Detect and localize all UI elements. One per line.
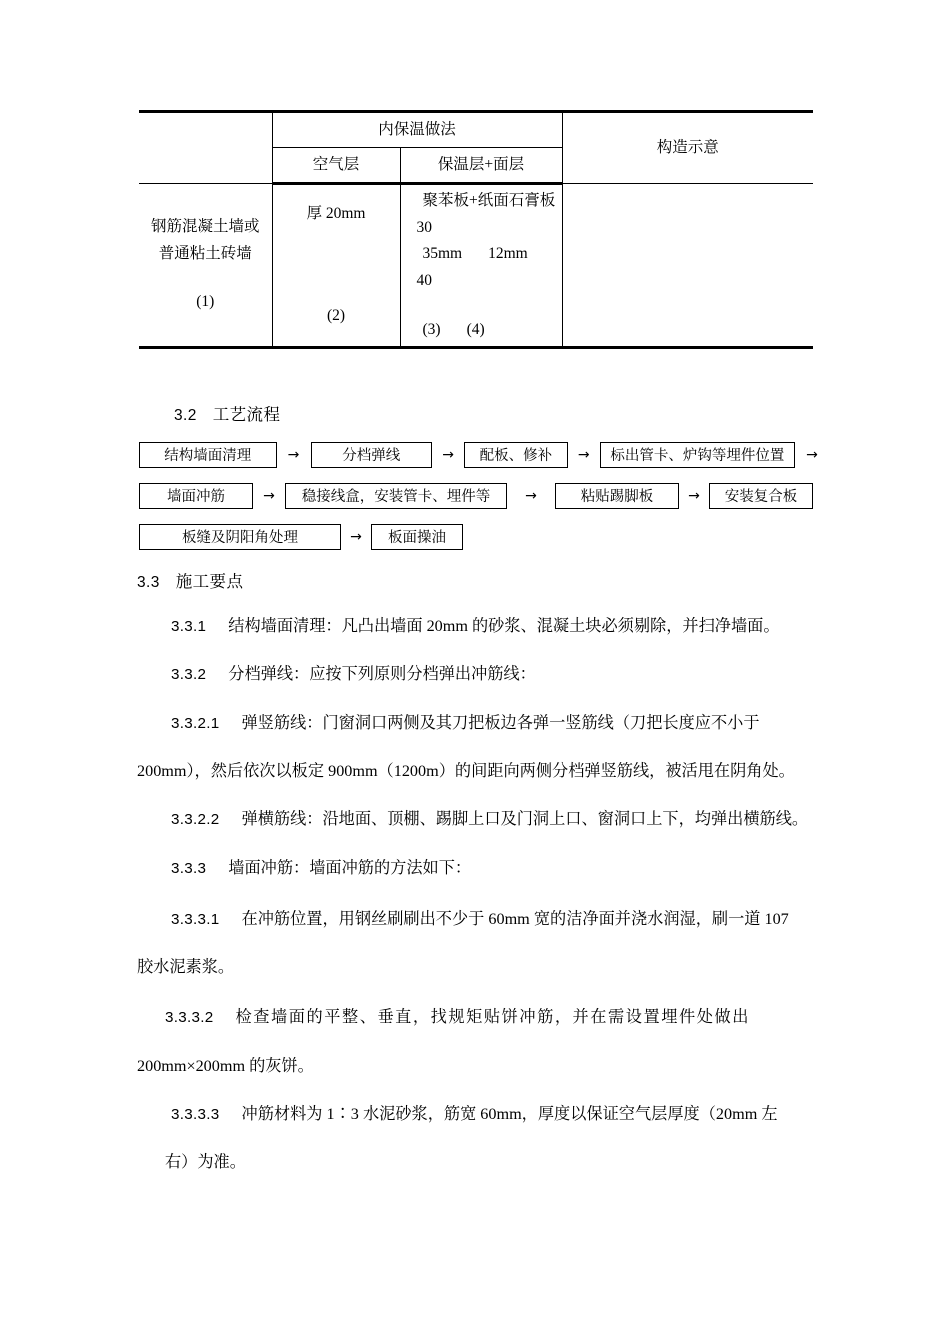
section-number-3-3: 3.3 xyxy=(137,574,160,591)
flow-arrow-icon: → xyxy=(350,529,362,545)
paragraph-3-3-3-2-line-2 xyxy=(137,1053,815,1079)
flow-arrow-icon: → xyxy=(287,447,300,463)
table-header-blank-cell xyxy=(139,112,272,184)
paragraph-text-3-3-3-2-line-1: 检查墙面的平整、垂直，找规矩贴饼冲筋，并在需设置埋件处做出 xyxy=(235,1008,750,1026)
process-flowchart xyxy=(139,440,829,563)
flow-step-mark-embedded-parts[interactable]: 标出管卡、炉钩等埋件位置 xyxy=(600,442,795,468)
paragraph-text-3-3-3: 墙面冲筋：墙面冲筋的方法如下： xyxy=(228,859,472,877)
air-layer-label: (2) xyxy=(326,307,346,325)
paragraph-number-3-3-3-3: 3.3.3.3 xyxy=(171,1106,220,1123)
flow-step-structure-wall-cleaning[interactable]: 结构墙面清理 xyxy=(139,442,277,468)
paragraph-text-3-3-2-2: 弹横筋线：沿地面、顶棚、踢脚上口及门洞上口、窗洞口上下，均弹出横筋线。 xyxy=(241,810,809,828)
paragraph-number-3-3-2-2: 3.3.2.2 xyxy=(171,811,220,828)
paragraph-number-3-3-2: 3.3.2 xyxy=(171,666,207,683)
paragraph-text-3-3-3-2-line-2: 200mm×200mm 的灰饼。 xyxy=(137,1057,314,1075)
flowchart-row-1 xyxy=(139,440,829,470)
paragraph-3-3-2-1-line-1 xyxy=(137,710,815,737)
paragraph-text-3-3-3-3-line-2: 右）为准。 xyxy=(165,1153,246,1171)
insulation-line-2: 30 xyxy=(416,218,432,236)
cell-structure-diagram xyxy=(562,184,813,348)
section-number-3-2: 3.2 xyxy=(174,407,197,424)
air-layer-value: 厚 20mm xyxy=(306,205,366,223)
paragraph-3-3-2-2 xyxy=(137,806,815,833)
paragraph-text-3-3-1: 结构墙面清理：凡凸出墙面 20mm 的砂浆、混凝土块必须剔除，并扫净墙面。 xyxy=(228,617,780,635)
paragraph-3-3-3-1-line-1 xyxy=(137,906,815,933)
table-row xyxy=(139,184,813,348)
table-header-insulation-finish: 保温层+面层 xyxy=(400,148,562,184)
wall-type-label: (1) xyxy=(196,293,215,311)
paragraph-number-3-3-2-1: 3.3.2.1 xyxy=(171,715,220,732)
flow-step-wall-screed-strips[interactable]: 墙面冲筋 xyxy=(139,483,253,509)
paragraph-number-3-3-3-2: 3.3.3.2 xyxy=(165,1009,214,1026)
table-header-structure-diagram: 构造示意 xyxy=(562,112,813,184)
flow-arrow-icon: → xyxy=(806,447,818,463)
flow-step-install-boxes-clamps[interactable]: 稳接线盒，安装管卡、埋件等 xyxy=(285,483,507,509)
paragraph-3-3-2-1-line-2 xyxy=(137,758,815,784)
flow-arrow-icon: → xyxy=(525,488,537,504)
paragraph-text-3-3-3-3-line-1: 冲筋材料为 1∶3 水泥砂浆，筋宽 60mm，厚度以保证空气层厚度（20mm 左 xyxy=(241,1105,778,1123)
paragraph-3-3-3-1-line-2 xyxy=(137,954,815,980)
insulation-label-b: (4) xyxy=(466,320,485,338)
insulation-line-3 xyxy=(405,241,558,268)
paragraph-number-3-3-3: 3.3.3 xyxy=(171,860,207,877)
table-header-inner-insulation: 内保温做法 xyxy=(272,112,562,148)
cell-wall-type xyxy=(139,184,272,348)
cell-insulation-finish xyxy=(400,184,562,348)
paragraph-text-3-3-2-1-line-2: 200mm），然后依次以板定 900mm（1200m）的间距向两侧分档弹竖筋线，被活甩在阴角处。 xyxy=(137,762,795,780)
wall-type-line-1: 钢筋混凝土墙或 xyxy=(150,218,260,236)
specification-table xyxy=(139,110,813,349)
section-title-3-3: 施工要点 xyxy=(175,572,244,591)
section-title-3-2: 工艺流程 xyxy=(212,405,281,424)
paragraph-number-3-3-1: 3.3.1 xyxy=(171,618,207,635)
wall-type-line-2: 普通粘土砖墙 xyxy=(158,244,252,262)
table-header-row-group xyxy=(139,112,813,148)
flow-step-joint-corner-treatment[interactable]: 板缝及阴阳角处理 xyxy=(139,524,341,550)
paragraph-text-3-3-3-1-line-2: 胶水泥素浆。 xyxy=(137,958,235,976)
insulation-line-3-b: 12mm xyxy=(488,245,528,263)
paragraph-3-3-3-3-line-2 xyxy=(165,1149,843,1175)
flowchart-row-2 xyxy=(139,481,829,511)
flow-arrow-icon: → xyxy=(442,447,454,463)
flowchart-row-3 xyxy=(139,522,829,552)
flow-step-paste-skirting-board[interactable]: 粘贴踢脚板 xyxy=(555,483,679,509)
paragraph-3-3-3 xyxy=(137,855,815,882)
paragraph-3-3-2 xyxy=(137,661,815,688)
specification-table-wrapper xyxy=(139,110,813,349)
section-heading-3-2 xyxy=(174,401,280,425)
flow-step-board-layout-repair[interactable]: 配板、修补 xyxy=(464,442,568,468)
paragraph-number-3-3-3-1: 3.3.3.1 xyxy=(171,911,220,928)
paragraph-3-3-1 xyxy=(137,613,815,640)
flow-arrow-icon: → xyxy=(263,488,275,504)
insulation-line-1: 聚苯板+纸面石膏板 xyxy=(422,192,556,209)
flow-step-snap-lines[interactable]: 分档弹线 xyxy=(311,442,433,468)
air-layer-spacer-2 xyxy=(277,255,396,282)
flow-arrow-icon: → xyxy=(577,447,590,463)
table-header-air-layer: 空气层 xyxy=(272,148,400,184)
insulation-label-a: (3) xyxy=(422,320,441,338)
paragraph-text-3-3-2-1-line-1: 弹竖筋线：门窗洞口两侧及其刀把板边各弹一竖筋线（刀把长度应不小于 xyxy=(241,714,760,732)
paragraph-text-3-3-2: 分档弹线：应按下列原则分档弹出冲筋线： xyxy=(228,665,536,683)
insulation-line-3-a: 35mm xyxy=(422,245,463,263)
paragraph-text-3-3-3-1-line-1: 在冲筋位置，用钢丝刷刷出不少于 60mm 宽的洁净面并浇水润湿，刷一道 107 xyxy=(241,910,789,928)
paragraph-3-3-3-3-line-1 xyxy=(137,1101,815,1128)
insulation-labels xyxy=(405,317,558,344)
insulation-line-4: 40 xyxy=(416,271,432,289)
air-layer-spacer-1 xyxy=(277,228,396,255)
flow-step-install-composite-board[interactable]: 安装复合板 xyxy=(709,483,813,509)
paragraph-3-3-3-2-line-1 xyxy=(137,1004,815,1031)
section-heading-3-3 xyxy=(137,568,243,592)
flow-step-board-surface-oiling[interactable]: 板面操油 xyxy=(371,524,463,550)
cell-air-layer xyxy=(272,184,400,348)
flow-arrow-icon: → xyxy=(688,488,700,504)
